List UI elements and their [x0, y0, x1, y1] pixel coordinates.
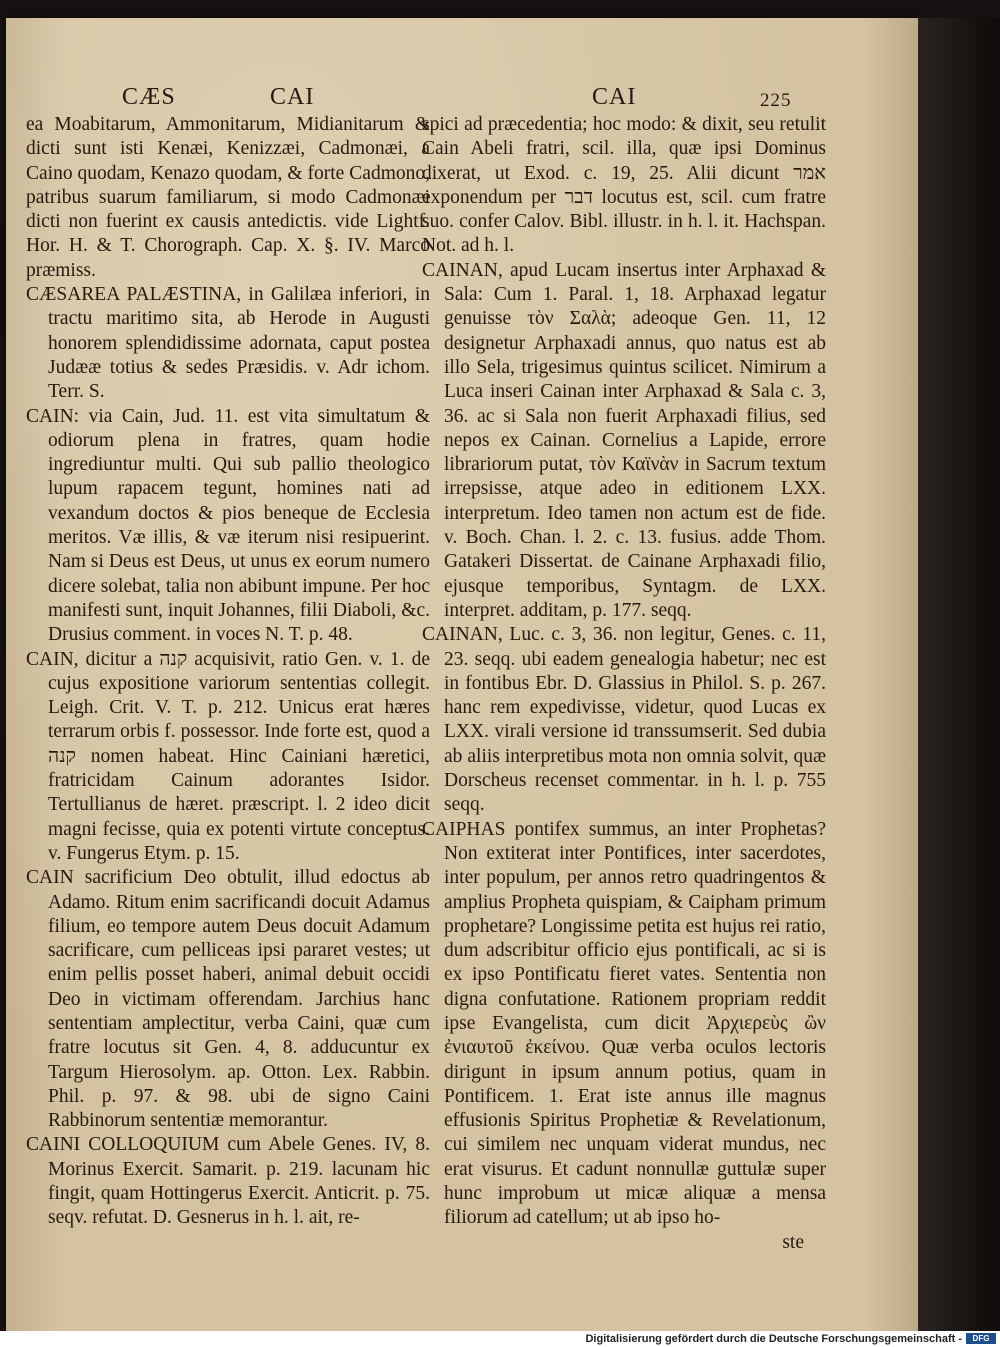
dictionary-entry: CAIN, dicitur a קנה acquisivit, ratio Gen. v. 1. de cujus expositione variorum sententias collegit. Leigh. Crit. V. T. p. 212. Unicus erat hæres terrarum orbis f. possessor. Inde forte est, quod a קנה nomen habeat. Hinc Cainiani hæretici, fratricidam Cainum adorantes Isidor. Tertullianus de hæret. præscript. l. 2 ideo dicit magni fecisse, quia ex potenti virtute conceptus. v. Fungerus Etym. p. 15.: [26, 648, 430, 864]
paragraph: ea Moabitarum, Ammonitarum, Midianitarum & dicti sunt isti Kenæi, Kenizzæi, Cadmonæi, a Caino quodam, Kenazo quodam, & forte Cadmono, patribus suarum familiarum, si modo Cadmonæi dicti non fuerint ex causis antedictis. vide Lightf. Hor. H. & T. Chorograph. Cap. X. §. IV. Marco præmiss.: [26, 114, 430, 281]
dictionary-entry: CAIN: via Cain, Jud. 11. est vita simultatum & odiorum plena in fratres, quam hodie ingrediuntur multi. Qui sub pallio theologico lupum rapacem tegunt, homines nati ad vexandum doctos & pios beneque de Ecclesia meritos. Væ illis, & væ iterum nisi resipuerint. Nam si Deus est Deus, ut unus ex eorum numero dicere solebat, talia non abibunt impune. Per hoc manifesti sunt, inquit Johannes, filii Diaboli, &c. Drusius comment. in voces N. T. p. 48.: [26, 405, 430, 646]
running-head-right-center: CAI: [592, 84, 637, 110]
book-page: [6, 18, 918, 1331]
dictionary-entry: CAINI COLLOQUIUM cum Abele Genes. IV, 8. Morinus Exercit. Samarit. p. 219. lacunam hic fingit, quam Hottingerus Exercit. Anticrit. p. 75. seqv. refutat. D. Gesnerus in h. l. ait, re-: [26, 1134, 430, 1229]
dictionary-entry: CAIPHAS pontifex summus, an inter Prophetas? Non extiterat inter Pontifices, inter sacerdotes, inter populum, per annos retro quadringentos & amplius Propheta quispiam, & Caipham primum prophetare? Longissime petita est hujus rei ratio, dum adscribitur officio ejus pontificali, ac si is ex ipso Pontificatu fieret vates. Sententia non digna confutatione. Rationem propriam reddit ipse Evangelista, cum dicit Ἀρχιερεὺς ὢν ἐνιαυτοῦ ἐκείνου. Quæ verba oculos lectoris dirigunt in ipsum annum potius, quam in Pontificem. 1. Erat iste annus ille magnus effusionis Spiritus Prophetiæ & Revelationum, cui similem nec unquam viderat mundus, nec erat visurus. Et cadunt nonnullæ guttulæ super hunc improbum ut micæ aliquæ a mensa filiorum ad catellum; ut ab ipso ho-: [422, 818, 826, 1229]
running-head-left-center: CAI: [270, 84, 315, 110]
page-edge-shadow: [918, 18, 1000, 1331]
footer-bar: [0, 1331, 1000, 1347]
dfg-logo: DFG: [966, 1333, 996, 1344]
running-head-left: CÆS: [122, 84, 176, 110]
paragraph: ste: [782, 1231, 804, 1253]
footer-credit: Digitalisierung gefördert durch die Deutsche Forschungsgemeinschaft -: [585, 1333, 962, 1345]
page-number: 225: [760, 90, 792, 111]
dictionary-entry: CAINAN, apud Lucam insertus inter Arphaxad & Sala: Cum 1. Paral. 1, 18. Arphaxad legatur genuisse τὸν Σαλὰ; adeoque Gen. 11, 12 designetur Arphaxadi annus, quo natus est ab illo Sela, trigesimus quintus scilicet. Nimirum a Luca inseri Cainan inter Arphaxad & Sala c. 3, 36. ac si Sala non fuerit Arphaxadi filius, sed nepos ex Cainan. Cornelius a Lapide, errore librariorum putat, τὸν Καϊνὰν in Sacrum textum irrepsisse, atque adeo in editionem LXX. interpretum. Ideo tamen non actum est de fide. v. Boch. Chan. l. 2. c. 13. fusius. adde Thom. Gatakeri Dissertat. de Cainane Arphaxadi filio, ejusque temporibus, Syntagm. de LXX. interpret. additam, p. 177. seqq.: [422, 259, 826, 621]
dictionary-entry: CÆSAREA PALÆSTINA, in Galilæa inferiori, in tractu maritimo sita, ab Herode in Augusti honorem splendidissime adornata, caput postea Judææ totius & sedes Præsidis. v. Adr ichom. Terr. S.: [26, 284, 430, 403]
left-column: [26, 113, 430, 1231]
right-column: [422, 113, 826, 1255]
paragraph: spici ad præcedentia; hoc modo: & dixit, seu retulit Cain Abeli fratri, scil. illa, quæ ipsi Dominus dixerat, ut Exod. c. 19, 25. Alii dicunt אמר exponendum per דבר locutus est, scil. cum fratre suo. confer Calov. Bibl. illustr. in h. l. it. Hachspan. Not. ad h. l.: [422, 114, 826, 257]
dictionary-entry: CAINAN, Luc. c. 3, 36. non legitur, Genes. c. 11, 23. seqq. ubi eadem genealogia habetur; nec est in fontibus Ebr. D. Glassius in Philol. S. p. 267. hanc rem expedivisse, videtur, quod Lucas ex LXX. virali versione id transsumserit. Sed dubia ab aliis interpretibus mota non omnia solvit, quæ Dorscheus recenset commentar. in h. l. p. 755 seqq.: [422, 624, 826, 816]
dictionary-entry: CAIN sacrificium Deo obtulit, illud edoctus ab Adamo. Ritum enim sacrificandi docuit Adamus filium, eo tempore autem Deus docuit Adamum sacrificare, cum pelliceas ipsi pararet vestes; ut enim pellis posset haberi, animal debuit occidi Deo in victimam offerendam. Jarchius hanc sententiam amplectitur, verba Caini, quæ cum fratre locutus sit Gen. 4, 8. adducuntur ex Targum Hierosolym. ap. Otton. Lex. Rabbin. Phil. p. 97. & 98. ubi de signo Caini Rabbinorum sententiæ memorantur.: [26, 867, 430, 1132]
